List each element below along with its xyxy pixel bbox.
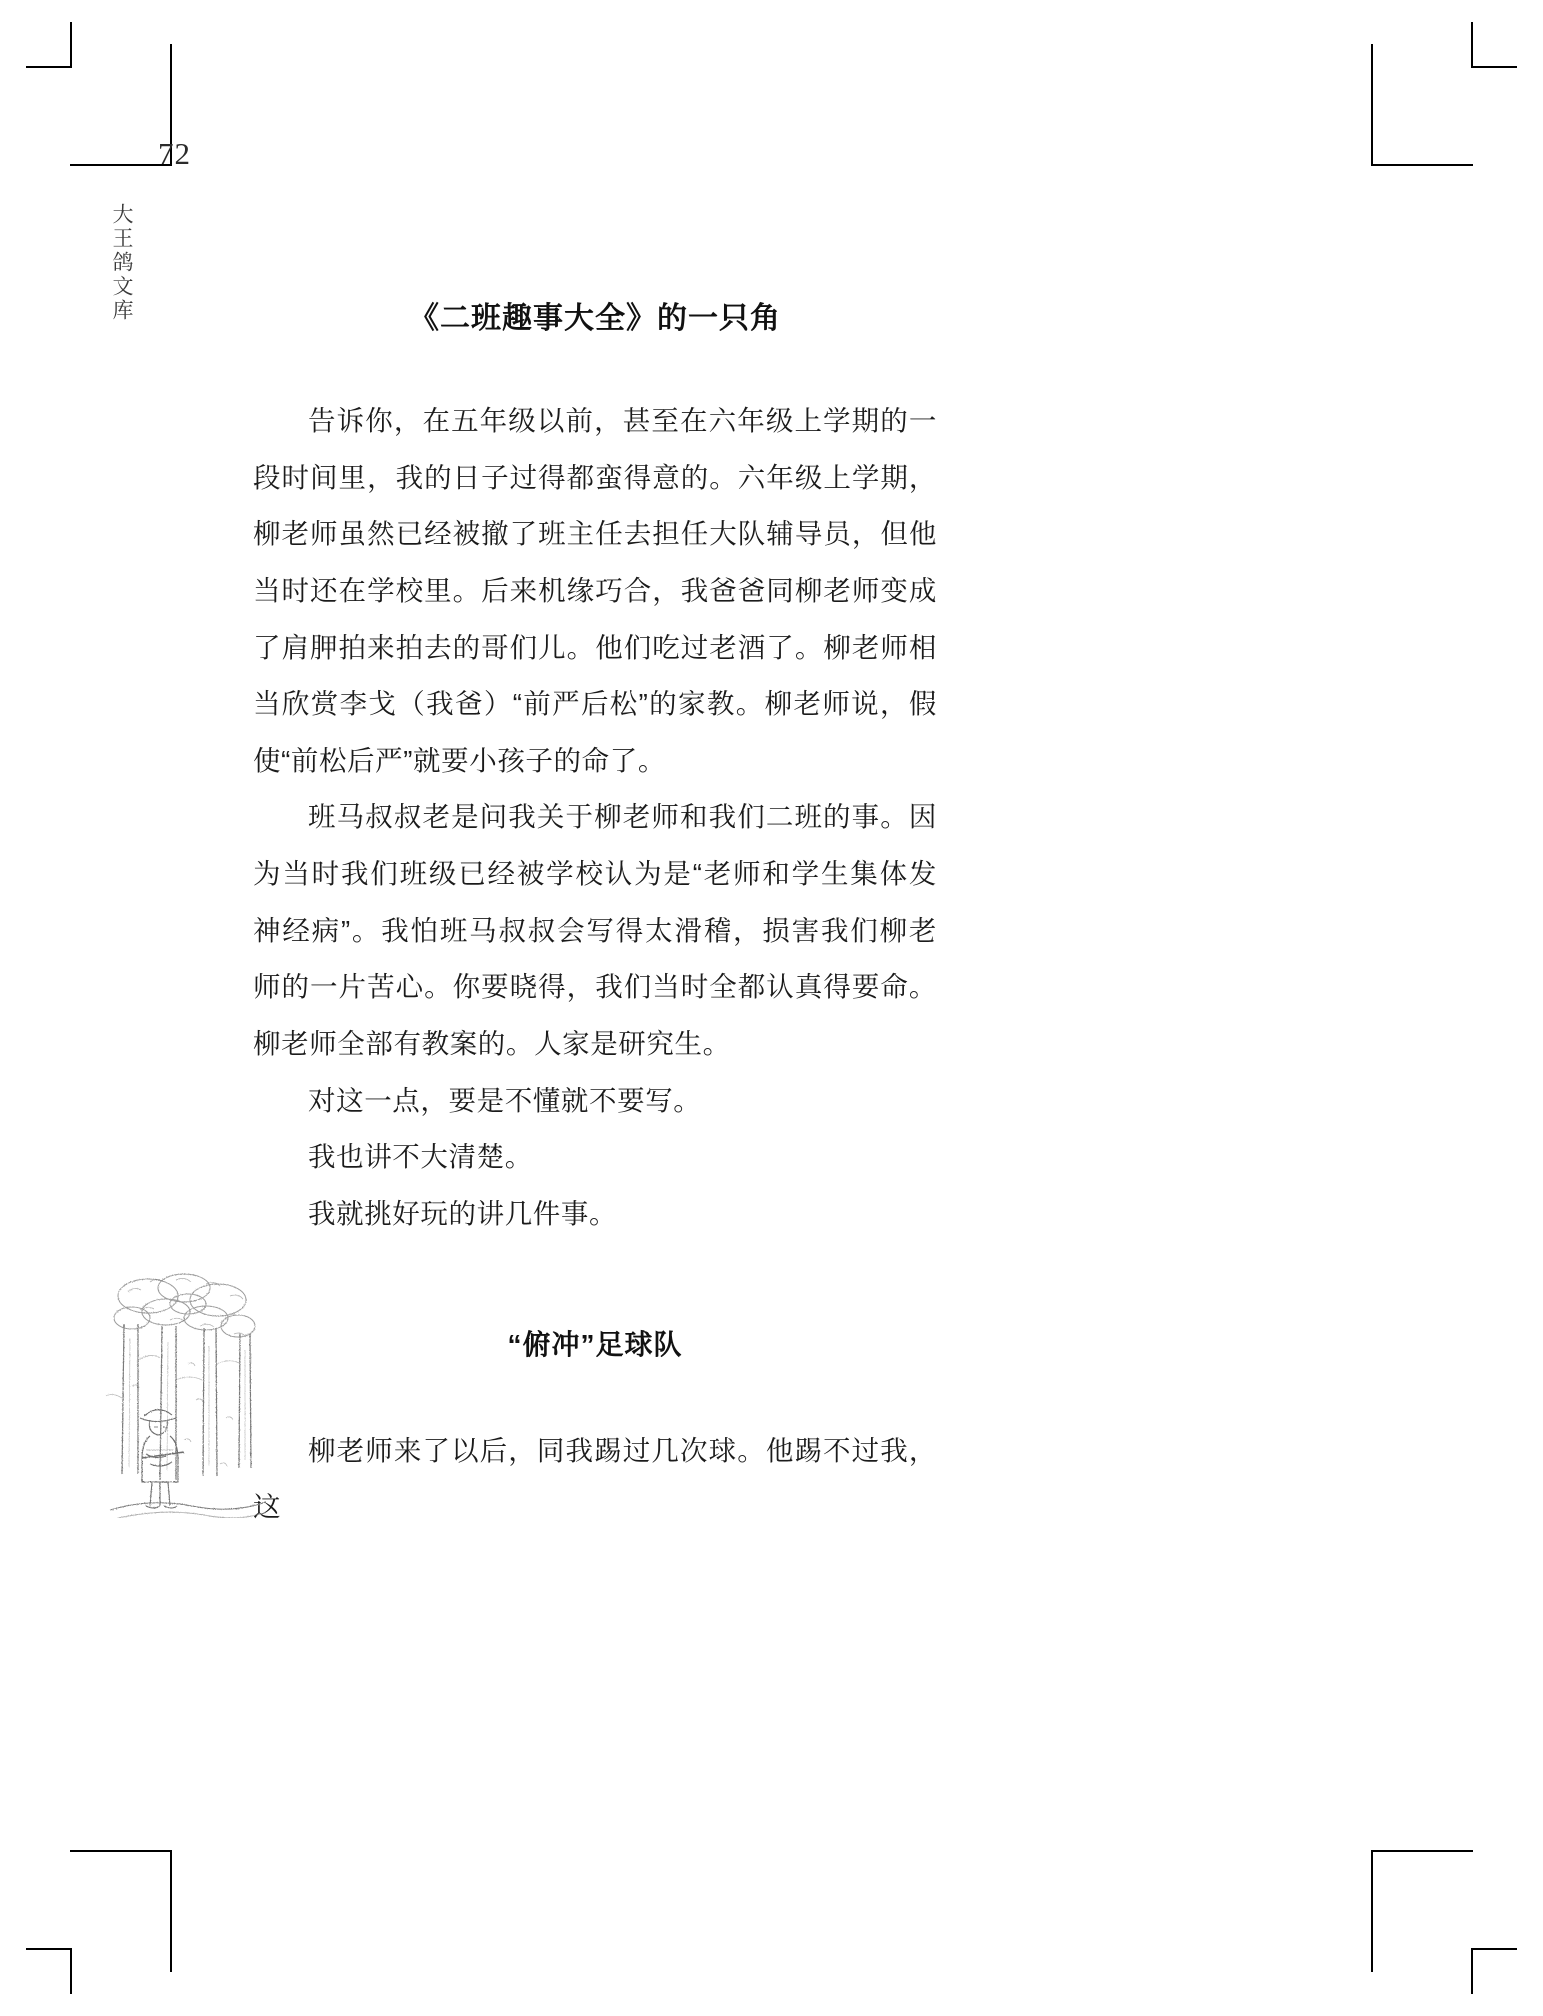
crop-mark-bottom-right-inner bbox=[1371, 1850, 1473, 1972]
series-label: 大王鸽文库 bbox=[110, 203, 133, 323]
crop-mark-bottom-right-outer bbox=[1471, 1948, 1517, 1994]
section-paragraph: 柳老师来了以后，同我踢过几次球。他踢不过我，这 bbox=[253, 1434, 937, 1523]
body-paragraph: 我就挑好玩的讲几件事。 bbox=[308, 1197, 618, 1229]
crop-mark-bottom-left-outer bbox=[26, 1948, 72, 1994]
crop-mark-top-left-inner bbox=[70, 44, 172, 166]
section-title: “俯冲”足球队 bbox=[507, 1328, 683, 1360]
page-number: 72 bbox=[158, 136, 191, 171]
chapter-title: 《二班趣事大全》的一只角 bbox=[409, 302, 781, 335]
body-paragraph: 对这一点，要是不懂就不要写。 bbox=[308, 1084, 702, 1116]
body-paragraph: 班马叔叔老是问我关于柳老师和我们二班的事。因为当时我们班级已经被学校认为是“老师和学生集体发神经病”。我怕班马叔叔会写得太滑稽，损害我们柳老师的一片苦心。你要晓得，我们当时全都认真得要命。柳老师全部有教案的。人家是研究生。 bbox=[253, 801, 937, 1060]
crop-mark-bottom-left-inner bbox=[70, 1850, 172, 1972]
crop-mark-top-right-outer bbox=[1471, 22, 1517, 68]
body-paragraph: 告诉你，在五年级以前，甚至在六年级上学期的一段时间里，我的日子过得都蛮得意的。六年级上学期，柳老师虽然已经被撤了班主任去担任大队辅导员，但他当时还在学校里。后来机缘巧合，我爸爸同柳老师变成了肩胛拍来拍去的哥们儿。他们吃过老酒了。柳老师相当欣赏李戈（我爸）“前严后松”的家教。柳老师说，假使“前松后严”就要小孩子的命了。 bbox=[253, 405, 937, 776]
illustration-boy-in-forest bbox=[88, 1268, 288, 1518]
crop-mark-top-right-inner bbox=[1371, 44, 1473, 166]
text-column bbox=[253, 280, 937, 1536]
crop-mark-top-left-outer bbox=[26, 22, 72, 68]
body-paragraph: 我也讲不大清楚。 bbox=[308, 1141, 533, 1173]
